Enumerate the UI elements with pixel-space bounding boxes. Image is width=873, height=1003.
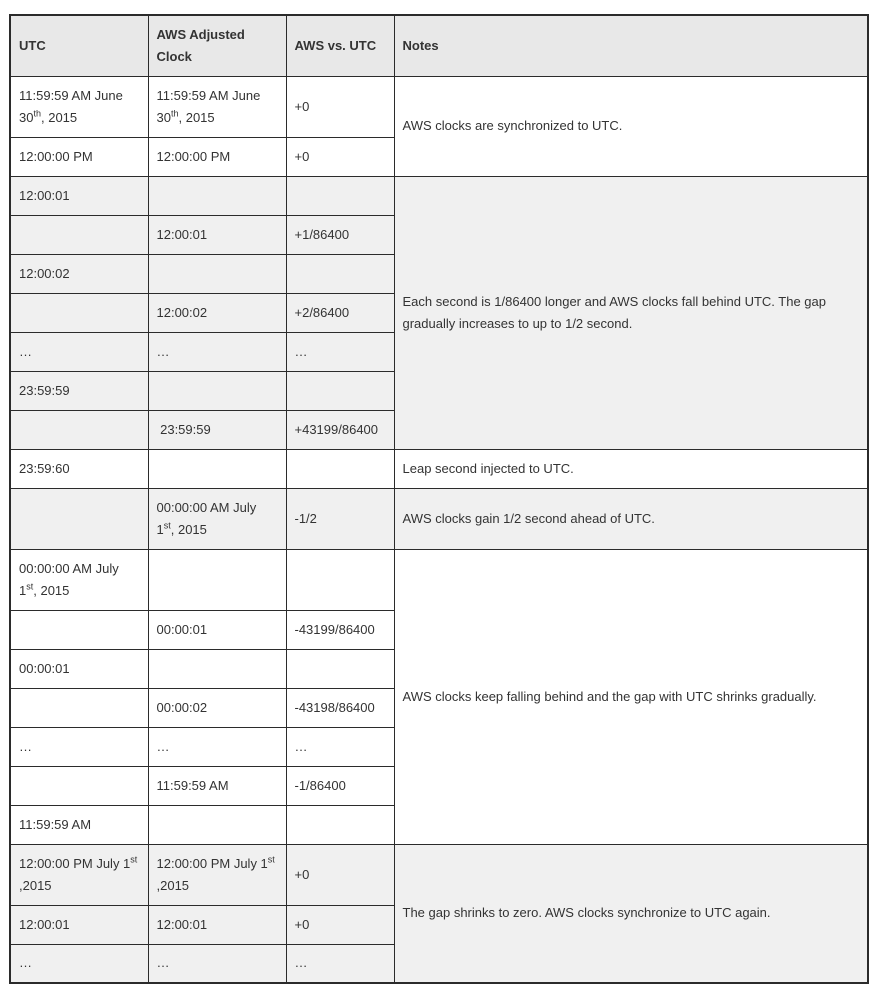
utc-cell: … [10,944,148,983]
aws-cell [148,805,286,844]
diff-cell: -1/86400 [286,766,394,805]
aws-cell: 00:00:02 [148,688,286,727]
diff-cell [286,649,394,688]
aws-ordinal: st [163,520,171,531]
header-aws-vs-utc: AWS vs. UTC [286,15,394,76]
aws-cell: 12:00:02 [148,293,286,332]
diff-cell: -1/2 [286,488,394,549]
utc-cell [10,688,148,727]
diff-cell: … [286,727,394,766]
diff-cell: … [286,944,394,983]
table-row [10,76,868,137]
utc-cell [10,76,148,137]
notes-cell: Leap second injected to UTC. [394,449,868,488]
table-row [10,449,868,488]
diff-cell: -43198/86400 [286,688,394,727]
diff-cell [286,805,394,844]
aws-cell: 11:59:59 AM [148,766,286,805]
utc-cell [10,410,148,449]
utc-text: 11:59:59 AM June 30 [19,87,123,125]
table-row [10,488,868,549]
diff-cell: -43199/86400 [286,610,394,649]
aws-cell [148,254,286,293]
diff-cell: +0 [286,76,394,137]
aws-cell: … [148,944,286,983]
utc-cell: 11:59:59 AM [10,805,148,844]
notes-cell: Each second is 1/86400 longer and AWS clocks fall behind UTC. The gap gradually increases to up to 1/2 second. [394,176,868,449]
diff-cell [286,254,394,293]
utc-cell [10,766,148,805]
table-header-row [10,15,868,76]
aws-cell [148,488,286,549]
aws-text: 11:59:59 AM June 30 [156,87,261,125]
utc-cell [10,215,148,254]
diff-cell [286,371,394,410]
leap-second-table [9,14,869,984]
notes-cell: AWS clocks keep falling behind and the gap with UTC shrinks gradually. [394,549,868,844]
table-row [10,176,868,215]
utc-year: ,2015 [19,877,52,893]
aws-text: 12:00:00 PM July 1 [156,855,268,871]
utc-cell: 00:00:01 [10,649,148,688]
utc-text: 00:00:00 AM July 1 [19,560,119,598]
utc-cell [10,610,148,649]
aws-year: , 2015 [178,109,215,125]
diff-cell [286,176,394,215]
header-utc: UTC [10,15,148,76]
utc-cell: … [10,332,148,371]
aws-cell: 12:00:01 [148,215,286,254]
utc-cell: 12:00:01 [10,905,148,944]
utc-cell: 23:59:59 [10,371,148,410]
aws-cell: … [148,727,286,766]
aws-cell: 23:59:59 [148,410,286,449]
aws-cell [148,176,286,215]
header-notes: Notes [394,15,868,76]
utc-ordinal: st [130,854,138,865]
aws-cell [148,649,286,688]
utc-ordinal: th [33,108,41,119]
aws-cell [148,844,286,905]
aws-cell: 12:00:00 PM [148,137,286,176]
aws-cell [148,76,286,137]
table-row [10,549,868,610]
utc-cell [10,293,148,332]
aws-ordinal: th [170,108,179,119]
utc-ordinal: st [26,581,34,592]
aws-cell: … [148,332,286,371]
aws-text: 00:00:00 AM July 1 [156,499,257,537]
notes-cell: The gap shrinks to zero. AWS clocks synchronize to UTC again. [394,844,868,983]
diff-cell [286,449,394,488]
diff-cell: +0 [286,137,394,176]
diff-cell: … [286,332,394,371]
diff-cell: +0 [286,844,394,905]
utc-text: 12:00:00 PM July 1 [19,855,131,871]
aws-cell: 12:00:01 [148,905,286,944]
aws-cell [148,449,286,488]
notes-cell: AWS clocks gain 1/2 second ahead of UTC. [394,488,868,549]
leap-second-table-container [9,14,869,984]
aws-year: , 2015 [170,521,207,537]
aws-cell [148,371,286,410]
utc-cell: 12:00:01 [10,176,148,215]
table-row [10,844,868,905]
aws-ordinal: st [267,854,275,865]
diff-cell: +1/86400 [286,215,394,254]
utc-cell: 12:00:02 [10,254,148,293]
utc-cell [10,488,148,549]
diff-cell: +2/86400 [286,293,394,332]
aws-year: ,2015 [156,877,190,893]
header-aws-adjusted-clock: AWS Adjusted Clock [148,15,286,76]
utc-year: , 2015 [33,582,70,598]
notes-cell: AWS clocks are synchronized to UTC. [394,76,868,176]
diff-cell [286,549,394,610]
aws-cell: 00:00:01 [148,610,286,649]
utc-cell [10,549,148,610]
utc-cell: 23:59:60 [10,449,148,488]
utc-year: , 2015 [40,109,78,125]
utc-cell: … [10,727,148,766]
diff-cell: +43199/86400 [286,410,394,449]
diff-cell: +0 [286,905,394,944]
aws-cell [148,549,286,610]
utc-cell [10,844,148,905]
utc-cell: 12:00:00 PM [10,137,148,176]
